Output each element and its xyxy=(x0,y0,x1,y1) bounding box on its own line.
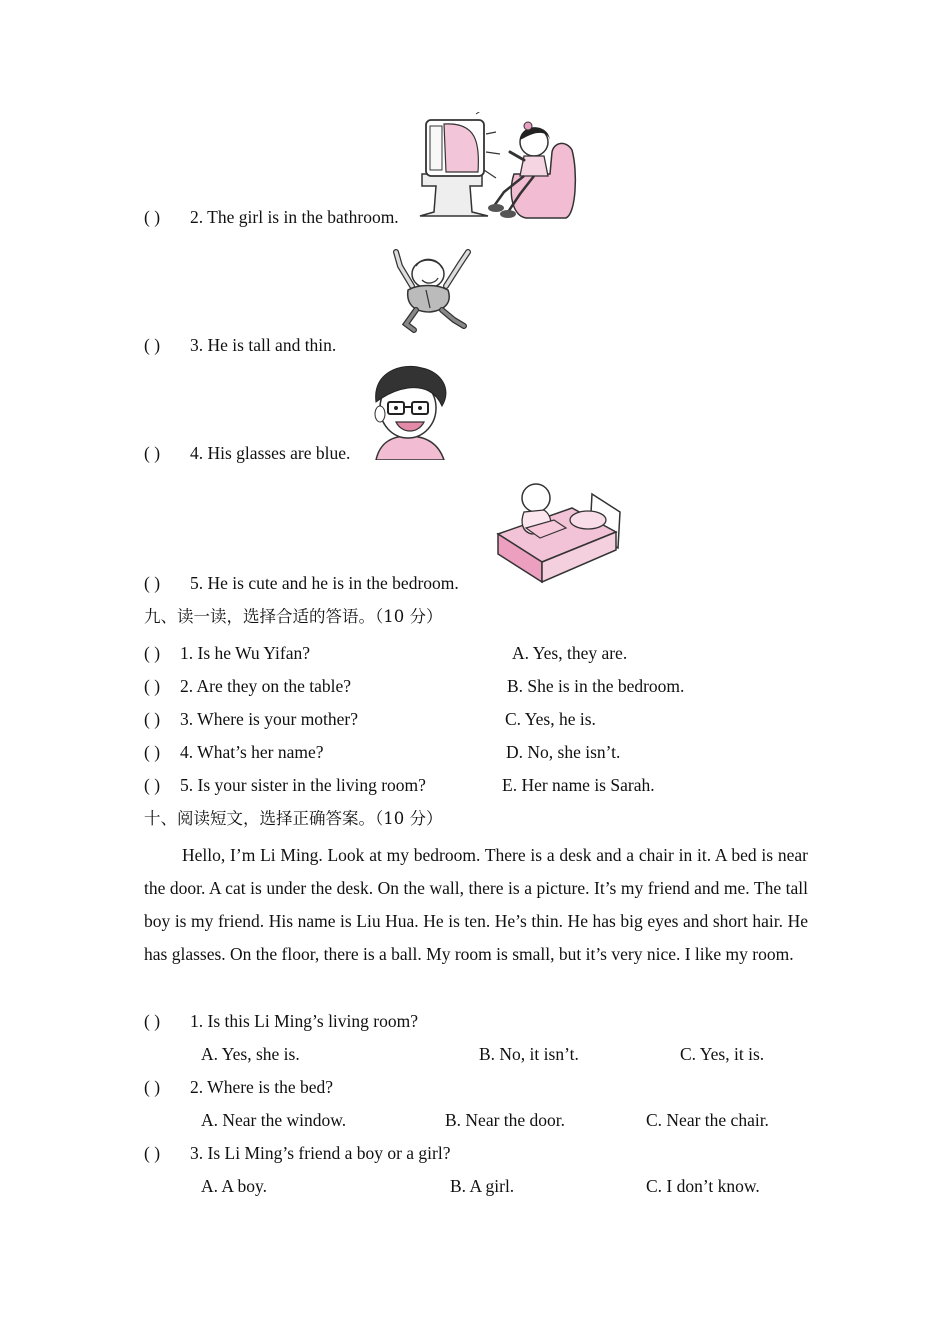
answer-option: A. A boy. xyxy=(201,1176,267,1196)
question-text: 5. Is your sister in the living room? xyxy=(180,775,426,795)
answer-option: C. Yes, it is. xyxy=(680,1044,765,1064)
paren-blank[interactable]: ( ) xyxy=(144,775,161,795)
paren-blank[interactable]: ( ) xyxy=(144,1143,161,1163)
question-text: 1. Is this Li Ming’s living room? xyxy=(190,1011,418,1031)
answer-option: D. No, she isn’t. xyxy=(506,742,621,762)
answer-option: C. Near the chair. xyxy=(646,1110,769,1130)
section-heading: 十、阅读短文，选择正确答案。（10 分） xyxy=(144,809,443,828)
section-heading: 九、读一读，选择合适的答语。（10 分） xyxy=(144,607,443,626)
answer-option: C. I don’t know. xyxy=(646,1176,760,1196)
question-text: 1. Is he Wu Yifan? xyxy=(180,643,311,663)
statement-text: 5. He is cute and he is in the bedroom. xyxy=(190,573,459,593)
paren-blank[interactable]: ( ) xyxy=(144,573,161,593)
answer-option: A. Near the window. xyxy=(201,1110,347,1130)
baby-on-bed-illustration xyxy=(492,472,624,590)
paren-blank[interactable]: ( ) xyxy=(144,676,161,696)
boy-with-glasses-illustration xyxy=(362,362,454,460)
answer-option: C. Yes, he is. xyxy=(505,709,596,729)
answer-option: B. No, it isn’t. xyxy=(479,1044,579,1064)
paren-blank[interactable]: ( ) xyxy=(144,1077,161,1097)
answer-option: B. A girl. xyxy=(450,1176,515,1196)
paren-blank[interactable]: ( ) xyxy=(144,443,161,463)
question-text: 2. Are they on the table? xyxy=(180,676,352,696)
paren-blank[interactable]: ( ) xyxy=(144,335,161,355)
paren-blank[interactable]: ( ) xyxy=(144,742,161,762)
paren-blank[interactable]: ( ) xyxy=(144,643,161,663)
statement-text: 4. His glasses are blue. xyxy=(190,443,351,463)
answer-option: B. Near the door. xyxy=(445,1110,566,1130)
girl-watching-tv-illustration xyxy=(416,112,580,222)
reading-passage: Hello, I’m Li Ming. Look at my bedroom. There is a desk and a chair in it. A bed is near the door. A cat is under the desk. On the wall, there is a picture. It’s my friend and me. The tall boy is my friend. His name is Liu Hua. He is ten. He’s thin. He has big eyes and short hair. He has glasses. On the floor, there is a ball. My room is small, but it’s very nice. I like my room. xyxy=(144,845,808,964)
answer-option: E. Her name is Sarah. xyxy=(502,775,655,795)
statement-text: 2. The girl is in the bathroom. xyxy=(190,207,399,227)
paren-blank[interactable]: ( ) xyxy=(144,1011,161,1031)
question-text: 4. What’s her name? xyxy=(180,742,324,762)
statement-text: 3. He is tall and thin. xyxy=(190,335,337,355)
dancing-man-illustration xyxy=(386,246,478,334)
question-text: 2. Where is the bed? xyxy=(190,1077,334,1097)
answer-option: A. Yes, they are. xyxy=(512,643,628,663)
answer-option: B. She is in the bedroom. xyxy=(507,676,685,696)
question-text: 3. Where is your mother? xyxy=(180,709,359,729)
paren-blank[interactable]: ( ) xyxy=(144,709,161,729)
answer-option: A. Yes, she is. xyxy=(201,1044,300,1064)
paren-blank[interactable]: ( ) xyxy=(144,207,161,227)
question-text: 3. Is Li Ming’s friend a boy or a girl? xyxy=(190,1143,451,1163)
